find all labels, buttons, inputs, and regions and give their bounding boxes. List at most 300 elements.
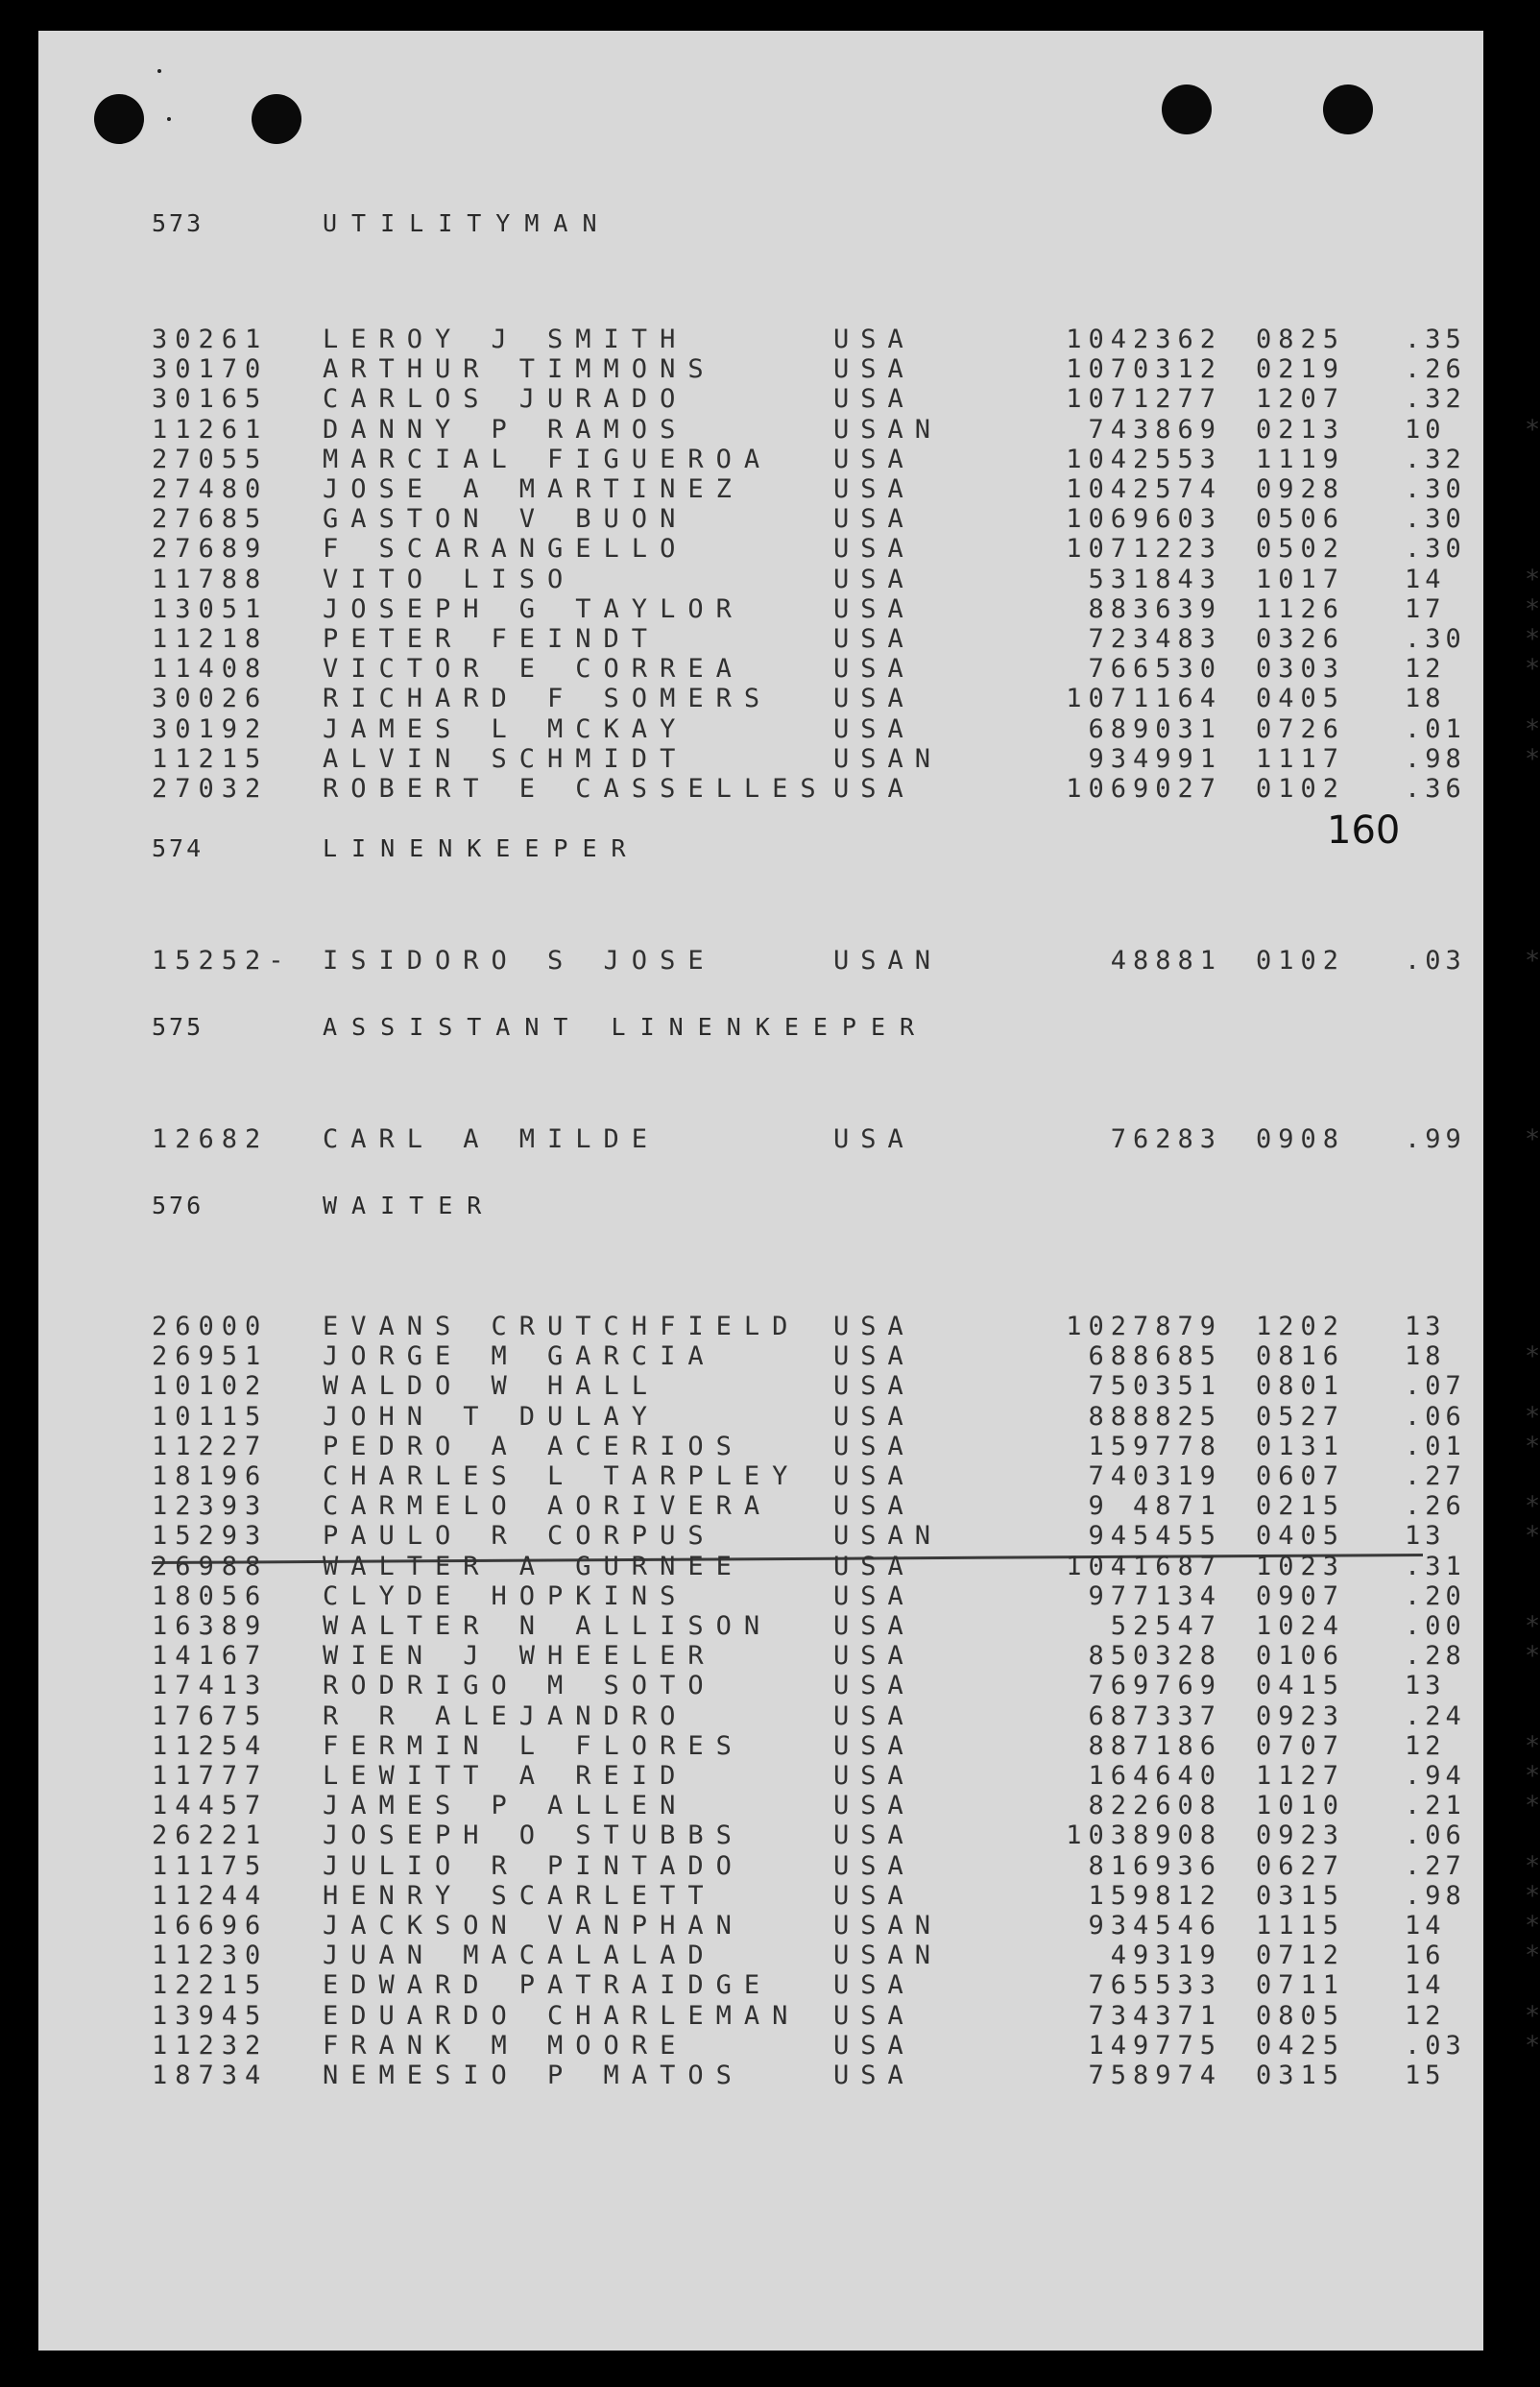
date-code: 1117 (1256, 744, 1346, 774)
section-code: 576 (152, 1192, 205, 1219)
punch-hole (1162, 84, 1212, 134)
employee-id: 11254 (152, 1731, 269, 1761)
date-code: 0215 (1256, 1491, 1346, 1521)
section-title: LINENKEEPER (323, 834, 640, 862)
nationality-code: USA (833, 1701, 915, 1731)
record-number: 766530 (1088, 654, 1222, 684)
rate-value: 13 (1405, 1671, 1446, 1700)
employee-name: WALTER A GURNEE (323, 1552, 744, 1581)
nationality-code: USA (833, 1820, 915, 1850)
nationality-code: USA (833, 325, 915, 354)
employee-id: 18734 (152, 2061, 269, 2090)
employee-id: 17413 (152, 1671, 269, 1700)
employee-name: CARLOS JURADO (323, 384, 688, 414)
nationality-code: USA (833, 504, 915, 534)
employee-id: 27685 (152, 504, 269, 534)
employee-name: JUAN MACALALAD (323, 1941, 716, 1970)
nationality-code: USA (833, 565, 915, 594)
record-number: 934546 (1088, 1911, 1222, 1941)
nationality-code: USA (833, 2001, 915, 2031)
date-code: 0908 (1256, 1124, 1346, 1154)
nationality-code: USAN (833, 1911, 943, 1941)
nationality-code: USA (833, 1124, 915, 1154)
flag-mark: * (1525, 1521, 1540, 1551)
employee-id: 11218 (152, 624, 269, 654)
employee-id: 11244 (152, 1881, 269, 1911)
flag-mark: * (1525, 1761, 1540, 1791)
record-number: 159778 (1088, 1432, 1222, 1461)
flag-mark: * (1525, 654, 1540, 684)
nationality-code: USA (833, 2031, 915, 2061)
employee-name: LEWITT A REID (323, 1761, 688, 1791)
employee-name: NEMESIO P MATOS (323, 2061, 744, 2090)
date-code: 1010 (1256, 1791, 1346, 1820)
employee-name: ISIDORO S JOSE (323, 946, 716, 976)
nationality-code: USA (833, 384, 915, 414)
rate-value: .35 (1405, 325, 1466, 354)
employee-name: VICTOR E CORREA (323, 654, 744, 684)
employee-name: RODRIGO M SOTO (323, 1671, 716, 1700)
record-number: 822608 (1088, 1791, 1222, 1820)
nationality-code: USA (833, 1970, 915, 2000)
date-code: 0711 (1256, 1970, 1346, 2000)
date-code: 1023 (1256, 1552, 1346, 1581)
rate-value: .30 (1405, 624, 1466, 654)
rate-value: .94 (1405, 1761, 1466, 1791)
record-number: 164640 (1088, 1761, 1222, 1791)
employee-name: PEDRO A ACERIOS (323, 1432, 744, 1461)
employee-id: 13051 (152, 594, 269, 624)
flag-mark: * (1525, 1731, 1540, 1761)
rate-value: .21 (1405, 1791, 1466, 1820)
record-number: 888825 (1088, 1402, 1222, 1432)
rate-value: .03 (1405, 2031, 1466, 2061)
flag-mark: * (1525, 594, 1540, 624)
record-number: 1071223 (1066, 534, 1222, 564)
rate-value: .28 (1405, 1641, 1466, 1671)
flag-mark: * (1525, 1911, 1540, 1941)
employee-name: CLYDE HOPKINS (323, 1581, 688, 1611)
employee-name: CARMELO AORIVERA (323, 1491, 773, 1521)
nationality-code: USA (833, 1552, 915, 1581)
rate-value: 13 (1405, 1312, 1446, 1341)
employee-id: 11230 (152, 1941, 269, 1970)
date-code: 0527 (1256, 1402, 1346, 1432)
record-number: 945455 (1088, 1521, 1222, 1551)
employee-id: 11227 (152, 1432, 269, 1461)
record-number: 1071277 (1066, 384, 1222, 414)
nationality-code: USA (833, 445, 915, 474)
record-number: 1069603 (1066, 504, 1222, 534)
rate-value: .99 (1405, 1124, 1466, 1154)
record-number: 740319 (1088, 1461, 1222, 1491)
date-code: 0712 (1256, 1941, 1346, 1970)
nationality-code: USA (833, 1312, 915, 1341)
punch-hole (94, 94, 144, 144)
record-number: 52547 (1110, 1611, 1222, 1641)
flag-mark: * (1525, 1491, 1540, 1521)
rate-value: 14 (1405, 1970, 1446, 2000)
record-number: 1070312 (1066, 354, 1222, 384)
employee-id: 11175 (152, 1851, 269, 1881)
flag-mark: * (1525, 1941, 1540, 1970)
rate-value: .27 (1405, 1851, 1466, 1881)
employee-name: DANNY P RAMOS (323, 415, 688, 445)
date-code: 0923 (1256, 1820, 1346, 1850)
employee-id: 30261 (152, 325, 269, 354)
rate-value: .30 (1405, 534, 1466, 564)
employee-id: 26000 (152, 1312, 269, 1341)
date-code: 1127 (1256, 1761, 1346, 1791)
date-code: 0213 (1256, 415, 1346, 445)
flag-mark: * (1525, 2031, 1540, 2061)
employee-id: 11408 (152, 654, 269, 684)
date-code: 0106 (1256, 1641, 1346, 1671)
date-code: 0102 (1256, 946, 1346, 976)
employee-name: JOHN T DULAY (323, 1402, 661, 1432)
date-code: 0801 (1256, 1371, 1346, 1401)
rate-value: .20 (1405, 1581, 1466, 1611)
record-number: 9 4871 (1088, 1491, 1222, 1521)
flag-mark: * (1525, 624, 1540, 654)
nationality-code: USA (833, 1671, 915, 1700)
flag-mark: * (1525, 565, 1540, 594)
rate-value: .03 (1405, 946, 1466, 976)
date-code: 0405 (1256, 1521, 1346, 1551)
section-code: 573 (152, 209, 205, 237)
rate-value: .36 (1405, 774, 1466, 804)
nationality-code: USA (833, 1641, 915, 1671)
employee-id: 26951 (152, 1341, 269, 1371)
record-number: 531843 (1088, 565, 1222, 594)
flag-mark: * (1525, 2001, 1540, 2031)
record-number: 1042362 (1066, 325, 1222, 354)
date-code: 0607 (1256, 1461, 1346, 1491)
flag-mark: * (1525, 744, 1540, 774)
employee-id: 30192 (152, 714, 269, 744)
employee-id: 16696 (152, 1911, 269, 1941)
record-number: 934991 (1088, 744, 1222, 774)
flag-mark: * (1525, 1124, 1540, 1154)
record-number: 76283 (1110, 1124, 1222, 1154)
record-number: 769769 (1088, 1671, 1222, 1700)
rate-value: 16 (1405, 1941, 1446, 1970)
rate-value: 18 (1405, 684, 1446, 713)
employee-id: 18196 (152, 1461, 269, 1491)
employee-id: 18056 (152, 1581, 269, 1611)
punch-hole (252, 94, 301, 144)
rate-value: .26 (1405, 1491, 1466, 1521)
rate-value: .01 (1405, 714, 1466, 744)
rate-value: 14 (1405, 565, 1446, 594)
employee-id: 30026 (152, 684, 269, 713)
rate-value: 12 (1405, 2001, 1446, 2031)
nationality-code: USA (833, 774, 915, 804)
date-code: 0131 (1256, 1432, 1346, 1461)
page-number: 160 (1327, 808, 1401, 853)
nationality-code: USA (833, 1581, 915, 1611)
rate-value: .30 (1405, 504, 1466, 534)
employee-name: FRANK M MOORE (323, 2031, 688, 2061)
employee-name: WIEN J WHEELER (323, 1641, 716, 1671)
rate-value: .01 (1405, 1432, 1466, 1461)
ink-speck (167, 117, 171, 121)
record-number: 49319 (1110, 1941, 1222, 1970)
employee-name: LEROY J SMITH (323, 325, 688, 354)
section-title: WAITER (323, 1192, 496, 1219)
employee-id: 12215 (152, 1970, 269, 2000)
section-title: ASSISTANT LINENKEEPER (323, 1013, 929, 1041)
flag-mark: * (1525, 1341, 1540, 1371)
date-code: 0506 (1256, 504, 1346, 534)
employee-name: JAMES P ALLEN (323, 1791, 688, 1820)
date-code: 1207 (1256, 384, 1346, 414)
date-code: 1024 (1256, 1611, 1346, 1641)
date-code: 0627 (1256, 1851, 1346, 1881)
record-number: 1027879 (1066, 1312, 1222, 1341)
flag-mark: * (1525, 415, 1540, 445)
nationality-code: USAN (833, 1521, 943, 1551)
employee-id: 30170 (152, 354, 269, 384)
rate-value: .32 (1405, 384, 1466, 414)
date-code: 0425 (1256, 2031, 1346, 2061)
employee-name: WALDO W HALL (323, 1371, 661, 1401)
nationality-code: USA (833, 534, 915, 564)
nationality-code: USA (833, 624, 915, 654)
employee-id: 16389 (152, 1611, 269, 1641)
employee-name: PETER FEINDT (323, 624, 661, 654)
date-code: 0805 (1256, 2001, 1346, 2031)
document-page (38, 31, 1540, 2351)
date-code: 0315 (1256, 1881, 1346, 1911)
flag-mark: * (1525, 946, 1540, 976)
date-code: 0415 (1256, 1671, 1346, 1700)
flag-mark: * (1525, 714, 1540, 744)
employee-name: PAULO R CORPUS (323, 1521, 716, 1551)
date-code: 0923 (1256, 1701, 1346, 1731)
record-number: 723483 (1088, 624, 1222, 654)
flag-mark: * (1525, 1791, 1540, 1820)
rate-value: .00 (1405, 1611, 1466, 1641)
nationality-code: USA (833, 474, 915, 504)
record-number: 1038908 (1066, 1820, 1222, 1850)
rate-value: .31 (1405, 1552, 1466, 1581)
date-code: 0816 (1256, 1341, 1346, 1371)
date-code: 0102 (1256, 774, 1346, 804)
date-code: 0707 (1256, 1731, 1346, 1761)
record-number: 1042553 (1066, 445, 1222, 474)
employee-name: ROBERT E CASSELLES (323, 774, 829, 804)
record-number: 977134 (1088, 1581, 1222, 1611)
record-number: 758974 (1088, 2061, 1222, 2090)
record-number: 816936 (1088, 1851, 1222, 1881)
record-number: 149775 (1088, 2031, 1222, 2061)
rate-value: .26 (1405, 354, 1466, 384)
employee-id: 26221 (152, 1820, 269, 1850)
record-number: 765533 (1088, 1970, 1222, 2000)
employee-id: 12393 (152, 1491, 269, 1521)
employee-name: EDWARD PATRAIDGE (323, 1970, 773, 2000)
rate-value: 12 (1405, 654, 1446, 684)
employee-id: 12682 (152, 1124, 269, 1154)
employee-name: GASTON V BUON (323, 504, 688, 534)
employee-id: 13945 (152, 2001, 269, 2031)
record-number: 850328 (1088, 1641, 1222, 1671)
employee-id: 27480 (152, 474, 269, 504)
section-code: 575 (152, 1013, 205, 1041)
date-code: 0315 (1256, 2061, 1346, 2090)
employee-name: CARL A MILDE (323, 1124, 661, 1154)
employee-id: 27032 (152, 774, 269, 804)
nationality-code: USA (833, 2061, 915, 2090)
nationality-code: USA (833, 1341, 915, 1371)
rate-value: .98 (1405, 1881, 1466, 1911)
rate-value: .27 (1405, 1461, 1466, 1491)
employee-name: ALVIN SCHMIDT (323, 744, 688, 774)
employee-id: 10102 (152, 1371, 269, 1401)
date-code: 0326 (1256, 624, 1346, 654)
nationality-code: USAN (833, 946, 943, 976)
record-number: 687337 (1088, 1701, 1222, 1731)
rate-value: .06 (1405, 1402, 1466, 1432)
nationality-code: USA (833, 1461, 915, 1491)
employee-name: MARCIAL FIGUEROA (323, 445, 773, 474)
record-number: 1069027 (1066, 774, 1222, 804)
rate-value: 13 (1405, 1521, 1446, 1551)
nationality-code: USAN (833, 744, 943, 774)
nationality-code: USA (833, 684, 915, 713)
employee-id: 14457 (152, 1791, 269, 1820)
employee-name: JORGE M GARCIA (323, 1341, 716, 1371)
employee-id: 11777 (152, 1761, 269, 1791)
rate-value: 14 (1405, 1911, 1446, 1941)
employee-id: 15252- (152, 946, 292, 976)
record-number: 750351 (1088, 1371, 1222, 1401)
rate-value: .32 (1405, 445, 1466, 474)
rate-value: 18 (1405, 1341, 1446, 1371)
punch-hole (1323, 84, 1373, 134)
date-code: 1119 (1256, 445, 1346, 474)
employee-id: 17675 (152, 1701, 269, 1731)
date-code: 0825 (1256, 325, 1346, 354)
nationality-code: USA (833, 1491, 915, 1521)
employee-name: JOSEPH G TAYLOR (323, 594, 744, 624)
employee-name: FERMIN L FLORES (323, 1731, 744, 1761)
flag-mark: * (1525, 1881, 1540, 1911)
rate-value: .06 (1405, 1820, 1466, 1850)
record-number: 689031 (1088, 714, 1222, 744)
employee-name: F SCARANGELLO (323, 534, 688, 564)
employee-id: 15293 (152, 1521, 269, 1551)
rate-value: .24 (1405, 1701, 1466, 1731)
employee-id: 27689 (152, 534, 269, 564)
date-code: 1115 (1256, 1911, 1346, 1941)
flag-mark: * (1525, 1641, 1540, 1671)
nationality-code: USAN (833, 1941, 943, 1970)
date-code: 0907 (1256, 1581, 1346, 1611)
date-code: 1126 (1256, 594, 1346, 624)
nationality-code: USA (833, 1881, 915, 1911)
employee-name: JACKSON VANPHAN (323, 1911, 744, 1941)
date-code: 0726 (1256, 714, 1346, 744)
employee-name: JOSEPH O STUBBS (323, 1820, 744, 1850)
section-title: UTILITYMAN (323, 209, 612, 237)
date-code: 1017 (1256, 565, 1346, 594)
employee-name: EDUARDO CHARLEMAN (323, 2001, 801, 2031)
nationality-code: USA (833, 1791, 915, 1820)
nationality-code: USA (833, 1731, 915, 1761)
record-number: 688685 (1088, 1341, 1222, 1371)
employee-name: JAMES L MCKAY (323, 714, 688, 744)
employee-id: 11215 (152, 744, 269, 774)
employee-id: 10115 (152, 1402, 269, 1432)
date-code: 1202 (1256, 1312, 1346, 1341)
employee-name: JOSE A MARTINEZ (323, 474, 744, 504)
employee-name: VITO LISO (323, 565, 576, 594)
employee-name: EVANS CRUTCHFIELD (323, 1312, 801, 1341)
flag-mark: * (1525, 1851, 1540, 1881)
record-number: 48881 (1110, 946, 1222, 976)
section-code: 574 (152, 834, 205, 862)
record-number: 1071164 (1066, 684, 1222, 713)
employee-name: R R ALEJANDRO (323, 1701, 688, 1731)
employee-id: 11261 (152, 415, 269, 445)
flag-mark: * (1525, 1402, 1540, 1432)
flag-mark: * (1525, 1432, 1540, 1461)
employee-id: 11788 (152, 565, 269, 594)
employee-id: 30165 (152, 384, 269, 414)
date-code: 0303 (1256, 654, 1346, 684)
rate-value: .98 (1405, 744, 1466, 774)
date-code: 0219 (1256, 354, 1346, 384)
nationality-code: USAN (833, 415, 943, 445)
rate-value: .07 (1405, 1371, 1466, 1401)
rate-value: 12 (1405, 1731, 1446, 1761)
record-number: 159812 (1088, 1881, 1222, 1911)
nationality-code: USA (833, 714, 915, 744)
nationality-code: USA (833, 1761, 915, 1791)
employee-name: RICHARD F SOMERS (323, 684, 773, 713)
record-number: 734371 (1088, 2001, 1222, 2031)
date-code: 0928 (1256, 474, 1346, 504)
record-number: 743869 (1088, 415, 1222, 445)
employee-name: JULIO R PINTADO (323, 1851, 744, 1881)
nationality-code: USA (833, 1371, 915, 1401)
nationality-code: USA (833, 1611, 915, 1641)
employee-name: ARTHUR TIMMONS (323, 354, 716, 384)
nationality-code: USA (833, 354, 915, 384)
rate-value: 17 (1405, 594, 1446, 624)
rate-value: .30 (1405, 474, 1466, 504)
record-number: 883639 (1088, 594, 1222, 624)
date-code: 0405 (1256, 684, 1346, 713)
nationality-code: USA (833, 1851, 915, 1881)
employee-name: HENRY SCARLETT (323, 1881, 716, 1911)
nationality-code: USA (833, 594, 915, 624)
flag-mark: * (1525, 1611, 1540, 1641)
ink-speck (157, 69, 161, 73)
rate-value: 10 (1405, 415, 1446, 445)
employee-id: 11232 (152, 2031, 269, 2061)
nationality-code: USA (833, 654, 915, 684)
record-number: 887186 (1088, 1731, 1222, 1761)
employee-name: WALTER N ALLISON (323, 1611, 773, 1641)
employee-id: 26988 (152, 1552, 269, 1581)
nationality-code: USA (833, 1432, 915, 1461)
employee-name: CHARLES L TARPLEY (323, 1461, 801, 1491)
employee-id: 27055 (152, 445, 269, 474)
rate-value: 15 (1405, 2061, 1446, 2090)
